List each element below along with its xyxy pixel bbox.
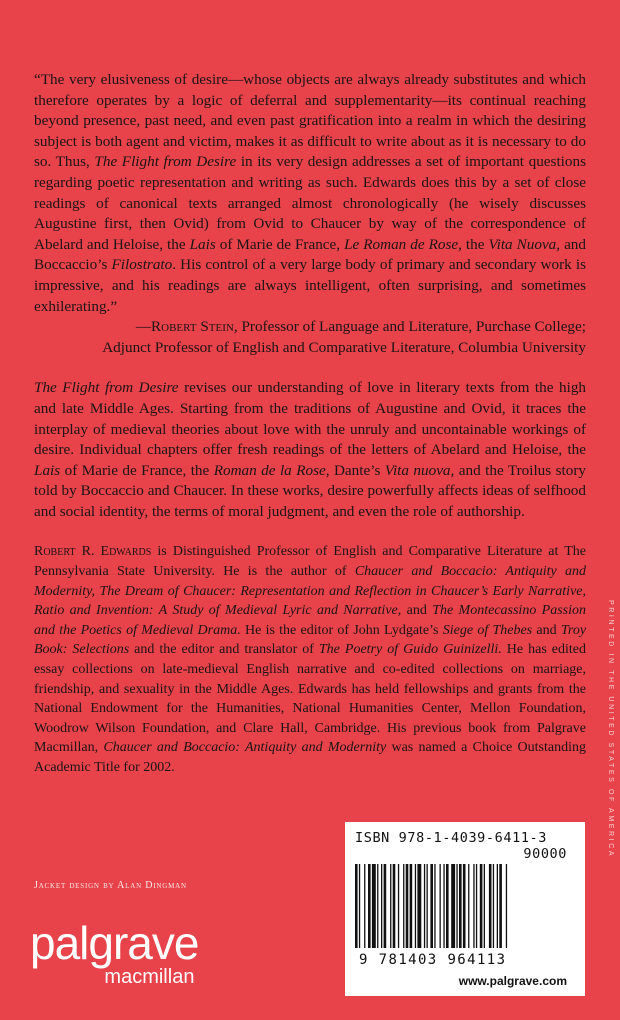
barcode-bar: [463, 864, 466, 948]
logo-palgrave: palgrave: [30, 917, 199, 969]
barcode-bar: [480, 864, 483, 948]
text-run: and the editor and translator of: [129, 642, 319, 658]
barcode-bar: [406, 864, 409, 948]
italic-title: Troy Book: Selections: [34, 622, 587, 658]
barcode-bar: [446, 864, 449, 948]
jacket-credit: Jacket design by Alan Dingman: [34, 880, 187, 891]
italic-title: Le Roman de Rose,: [344, 235, 462, 253]
barcode-bar: [390, 864, 391, 948]
italic-title: The Poetry of Guido Guinizelli.: [318, 642, 502, 658]
text-run: was named a Choice Outstanding Academic Title for 2002.: [34, 740, 586, 775]
barcode-bar: [398, 864, 399, 948]
text-run: He has edited essay collections on late-medieval English narrative and co-edited collections on marriage, friendship, and sexuality in the Middle Ages. Edwards has held fellowships and grants from the National Endowment for the Humanities, National Humanities Center, Mellon Foundation, Woodrow Wilson Foundation, and Clare Hall, Cambridge. His previous book from Palgrave Macmillan,: [34, 642, 586, 756]
barcode-bar: [443, 864, 444, 948]
text-run: and: [532, 622, 561, 638]
printed-in-notice: PRINTED IN THE UNITED STATES OF AMERICA: [607, 600, 614, 859]
italic-title: Lais: [34, 461, 61, 479]
publisher-website: www.palgrave.com: [458, 974, 567, 988]
book-description: [34, 378, 586, 522]
barcode-bar: [489, 864, 492, 948]
back-cover-text: [34, 70, 586, 778]
barcode-bar: [415, 864, 416, 948]
italic-title: Siege of Thebes: [442, 622, 533, 638]
barcode-bar: [393, 864, 396, 948]
text-run: of Marie de France,: [215, 235, 345, 253]
text-run: is Distinguished Professor of English and Comparative Literature at The Pennsylvania State University. He is the author of: [34, 544, 586, 580]
text-run: and Boccaccio’s: [34, 235, 586, 274]
text-run: in its very design addresses a set of important questions regarding poetic representation and writing as such. Edwards does this by a set of close readings of canonical texts arranged almost chronologically (he wisely discusses Augustine first, then Ovid) from Ovid to Chaucer by way of the correspondence of Abelard and Heloise, the: [34, 153, 586, 253]
barcode-panel: [345, 822, 585, 996]
italic-title: Chaucer and Boccacio: Antiquity and Modernity, The Dream of Chaucer: Representation and Reflection in Chaucer’s Early Narrative, Ratio and Invention: A Study of Medieval Lyric and Narrative,: [34, 564, 586, 619]
author-name: Robert R. Edwards: [34, 544, 152, 560]
barcode-bar: [381, 864, 382, 948]
barcode-bar: [355, 864, 358, 948]
italic-title: Chaucer and Boccacio: Antiquity and Modernity: [103, 740, 387, 756]
barcode-bar: [410, 864, 413, 948]
barcode-bar: [506, 864, 507, 948]
barcode-bar: [364, 864, 365, 948]
isbn-label: ISBN 978-1-4039-6411-3: [355, 830, 548, 846]
endorsement-quote: [34, 70, 586, 317]
barcode-bar: [430, 864, 433, 948]
barcode-bar: [497, 864, 498, 948]
italic-title: Vita Nuova,: [488, 235, 561, 253]
publisher-logo: [30, 917, 199, 988]
barcode-bar: [424, 864, 425, 948]
italic-title: The Flight from Desire: [34, 379, 179, 397]
logo-macmillan: macmillan: [104, 966, 195, 988]
barcode-icon: [355, 864, 575, 954]
barcode-bar: [427, 864, 428, 948]
italic-title: The Flight from Desire: [94, 153, 237, 171]
italic-title: Roman de la Rose,: [213, 461, 330, 479]
italic-title: Filostrato: [111, 256, 173, 274]
endorser-name: Robert Stein: [151, 318, 234, 336]
text-run: revises our understanding of love in literary texts from the high and late Middle Ages. Starting from the traditions of Augustine and Ovid, it traces the interplay of medieval theories about love with the unruly and uncontainable workings of desire. Individual chapters offer fresh readings of the letters of Abelard and Heloise, the: [34, 379, 587, 459]
barcode-bar: [372, 864, 376, 948]
text-run: Dante’s: [329, 461, 385, 479]
text-run: “The very elusiveness of desire—whose objects are always already substitutes and which therefore operates by a logic of deferral and supplementarity—its continual reaching beyond presence, past need, and even past gratification into a realm in which the desiring subject is both agent and victim, makes it as difficult to write about as it is necessary to do so. Thus,: [34, 71, 586, 171]
price-addon: 90000: [523, 846, 567, 862]
author-bio-text: [34, 544, 586, 775]
barcode-bar: [459, 864, 462, 948]
text-run: He is the editor of John Lydgate’s: [240, 622, 443, 638]
barcode-bar: [403, 864, 404, 948]
text-run: . His control of a very large body of primary and secondary work is impressive, and his readings are always intelligent, often surprising, and sometimes exhilerating.”: [34, 256, 586, 315]
barcode-bar: [417, 864, 421, 948]
barcode-bar: [451, 864, 455, 948]
endorser-title: , Professor of Language and Literature, Purchase College;: [233, 318, 586, 336]
barcode-bar: [434, 864, 435, 948]
barcode-bar: [384, 864, 387, 948]
barcode-bar: [377, 864, 378, 948]
ean-digits: 9 781403 964113: [359, 952, 507, 968]
italic-title: Lais: [189, 235, 216, 253]
barcode-bar: [468, 864, 469, 948]
barcode-bar: [456, 864, 457, 948]
barcode-bar: [359, 864, 360, 948]
italic-title: Vita nuova,: [384, 461, 455, 479]
author-bio: [34, 542, 586, 777]
italic-title: The Montecassino Passion and the Poetics of Medieval Drama.: [34, 603, 587, 638]
barcode-bar: [499, 864, 502, 948]
barcode-bar: [368, 864, 371, 948]
text-run: of Marie de France, the: [60, 461, 214, 479]
text-run: the: [461, 235, 489, 253]
text-run: and: [401, 603, 433, 619]
barcode-bar: [440, 864, 441, 948]
barcode-bar: [476, 864, 477, 948]
endorser-affiliation: Adjunct Professor of English and Comparative Literature, Columbia University: [102, 338, 586, 356]
barcode-bar: [493, 864, 494, 948]
text-run: and the Troilus story told by Boccaccio and Chaucer. In these works, desire powerfully affects ideas of selfhood and social identity, the terms of moral judgment, and even the role of authorship.: [34, 461, 586, 520]
barcode-bar: [473, 864, 474, 948]
barcode-bar: [484, 864, 485, 948]
endorsement-attribution: —Robert Stein, Professor of Language and Literature, Purchase College; Adjunct Professor of English and Comparative Literature, Columbia University: [102, 318, 586, 356]
